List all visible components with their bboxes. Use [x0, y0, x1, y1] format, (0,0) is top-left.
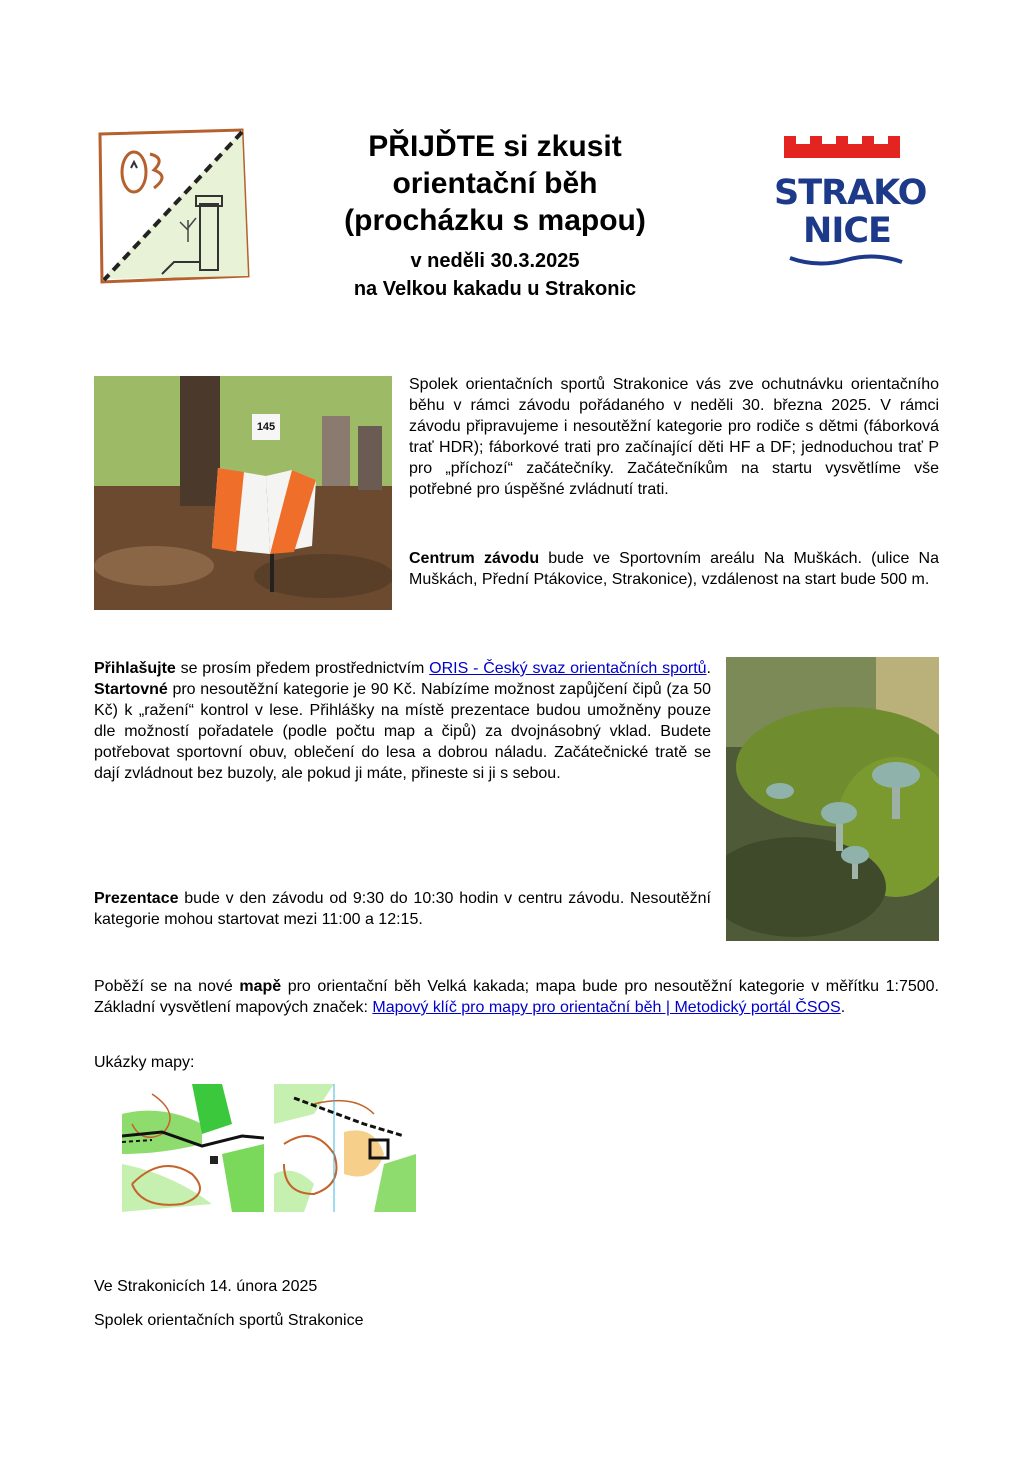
map-info-bold: mapě [239, 978, 282, 995]
presentation-label: Prezentace [94, 890, 179, 907]
city-logo-line-2: NICE [803, 211, 891, 251]
city-logo-line-1: STRAKO [774, 173, 927, 213]
intro-paragraph [409, 374, 939, 500]
map-key-link[interactable]: Mapový klíč pro mapy pro orientační běh | Metodický portál ČSOS [372, 999, 841, 1016]
map-sample-2 [274, 1084, 416, 1212]
title-line-1: PŘIJĎTE si zkusit [368, 130, 622, 163]
map-sample-1 [122, 1084, 264, 1212]
presentation-text: bude v den závodu od 9:30 do 10:30 hodin v centru závodu. Nesoutěžní kategorie mohou startovat mezi 11:00 a 12:15. [94, 890, 711, 928]
signature: Spolek orientačních sportů Strakonice [94, 1312, 364, 1329]
map-info-text-3: . [840, 999, 846, 1016]
map-info-paragraph [94, 976, 939, 1018]
oris-link[interactable]: ORIS - Český svaz orientačních sportů [429, 660, 707, 677]
ob-club-logo [92, 124, 257, 290]
centre-label: Centrum závodu [409, 550, 540, 567]
map-samples-label: Ukázky mapy: [94, 1054, 195, 1071]
place-line: na Velkou kakadu u Strakonic [353, 278, 637, 300]
registration-text-2: . [706, 660, 711, 677]
centre-text: bude ve Sportovním areálu Na Muškách. (ulice Na Muškách, Přední Ptákovice, Strakonice), vzdálenost na start bude 500 m. [409, 550, 940, 588]
race-centre-paragraph [409, 548, 939, 590]
registration-label: Přihlašujte [94, 660, 176, 677]
map-info-text-1: Poběží se na nové [94, 978, 240, 995]
registration-paragraph [94, 658, 711, 784]
title-line-2: orientační běh [392, 167, 598, 200]
registration-text-1: se prosím předem prostřednictvím [175, 660, 430, 677]
date-line: v neděli 30.3.2025 [410, 250, 580, 272]
strakonice-city-logo [774, 136, 927, 276]
fee-label: Startovné [94, 681, 168, 698]
place-and-date: Ve Strakonicích 14. února 2025 [94, 1278, 318, 1295]
control-flag-photo [94, 376, 392, 610]
intro-text: Spolek orientačních sportů Strakonice vás zve ochutnávku orientačního běhu v rámci závodu pořádaného v neděli 30. března 2025. V rámci závodu připravujeme i nesoutěžní kategorie pro rodiče s dětmi (fáborková trať HDR); fáborkové trati pro začínající děti HF a DF; jednoduchou trať P pro „příchozí“ začátečníky. Začátečníkům na startu vysvětlíme vše potřebné pro úspěšné zvládnutí trati. [409, 376, 939, 498]
registration-text-3: pro nesoutěžní kategorie je 90 Kč. Nabízíme možnost zapůjčení čipů (za 50 Kč) k „ražení“ kontrol v lese. Přihlášky na místě prezentace budou umožněny pouze dle možností pořadatele (podle počtu map a čipů) za dvojnásobný vklad. Budete potřebovat sportovní obuv, oblečení do lesa a dobrou náladu. Začátečnické tratě se dají zvládnout bez buzoly, ale pokud ji máte, přineste si ji s sebou. [94, 681, 711, 782]
presentation-paragraph [94, 888, 711, 930]
control-marker-number: 145 [256, 421, 276, 433]
page-title [300, 128, 690, 303]
mushroom-photo [726, 657, 939, 941]
map-info-text-2: pro orientační běh Velká kakada; mapa bude pro nesoutěžní kategorie v měřítku 1:7500. Základní vysvětlení mapových značek: [94, 978, 939, 1016]
title-line-3: (procházku s mapou) [344, 204, 646, 237]
